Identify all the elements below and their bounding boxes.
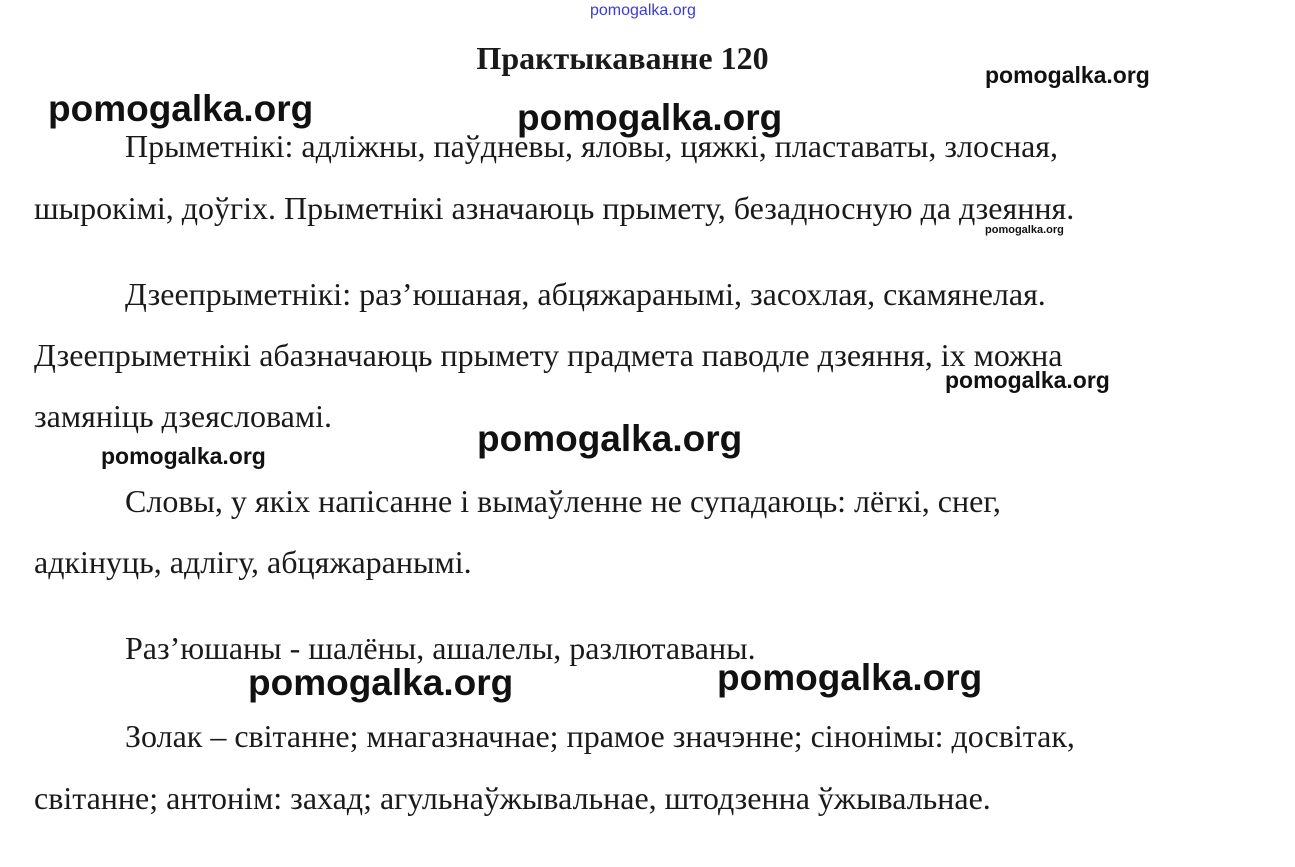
paragraph-line: шырокімі, доўгіх. Прыметнікі азначаюць прымету, безадносную да дзеяння. <box>34 190 1075 226</box>
watermark-link[interactable]: pomogalka.org <box>590 2 696 19</box>
watermark-text: pomogalka.org <box>985 62 1150 88</box>
paragraph-line: Дзеепрыметнікі абазначаюць прымету прадмета паводле дзеяння, іх можна <box>34 337 1063 373</box>
page-title: Практыкаванне 120 <box>476 40 769 76</box>
paragraph-line: Дзеепрыметнікі: раз’юшаная, абцяжаранымі, засохлая, скамянелая. <box>125 276 1046 312</box>
paragraph-line: світанне; антонім: захад; агульнаўжывальнае, штодзенна ўжывальнае. <box>34 780 991 816</box>
paragraph-line: адкінуць, адлігу, абцяжаранымі. <box>34 544 472 580</box>
paragraph-line: замяніць дзеясловамі. <box>34 398 332 434</box>
watermark-text: pomogalka.org <box>517 97 783 138</box>
watermark-text: pomogalka.org <box>477 418 743 459</box>
watermark-text: pomogalka.org <box>101 443 266 469</box>
paragraph-line: Словы, у якіх напісанне і вымаўленне не супадаюць: лёгкі, снег, <box>125 483 1001 519</box>
paragraph-line: Прыметнікі: адліжны, паўдневы, яловы, цяжкі, пластаваты, злосная, <box>125 128 1058 164</box>
paragraph-line: Раз’юшаны - шалёны, ашалелы, разлютаваны. <box>125 630 756 666</box>
paragraph-line: Золак – світанне; мнагазначнае; прамое значэнне; сінонімы: досвітак, <box>125 718 1075 754</box>
watermark-text: pomogalka.org <box>248 662 514 703</box>
watermark-text: pomogalka.org <box>48 88 314 129</box>
watermark-text: pomogalka.org <box>945 367 1110 393</box>
watermark-text: pomogalka.org <box>717 657 983 698</box>
watermark-text: pomogalka.org <box>985 224 1064 236</box>
